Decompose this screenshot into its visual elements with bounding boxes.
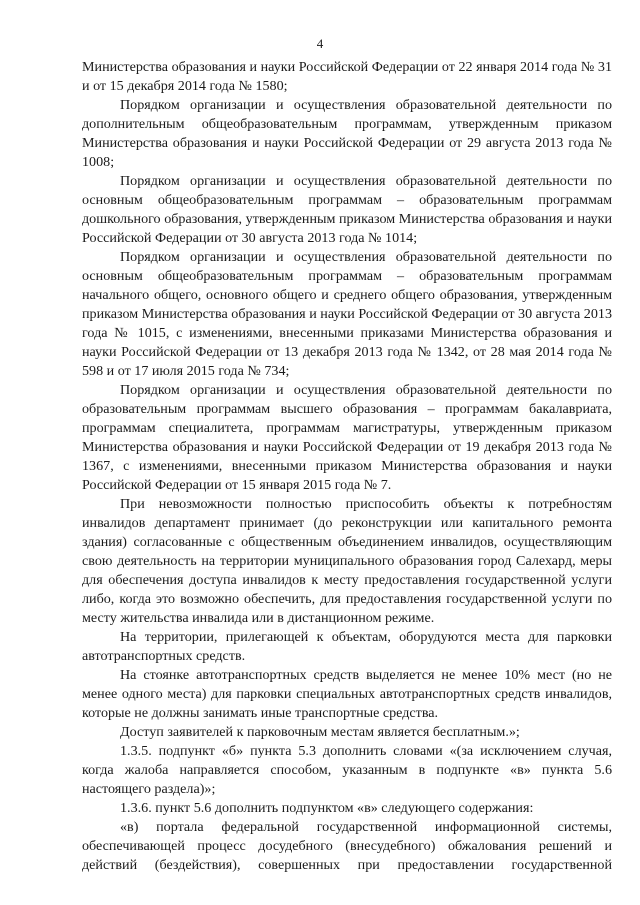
paragraph-item-1-3-6: 1.3.6. пункт 5.6 дополнить подпунктом «в» следующего содержания: — [120, 800, 534, 816]
paragraph-item-1-3-5: 1.3.5. подпункт «б» пункта 5.3 дополнить словами «(за исключением случая, когда жалоба направляется способом, указанным в подпункте «в» пункта 5.6 настоящего раздела)»; — [82, 743, 612, 797]
paragraph-order-preschool: Порядком организации и осуществления образовательной деятельности по основным общеобразовательным программам – образовательным программам дошкольного образования, утвержденным приказом Министерства образования и науки Российской Федерации от 30 августа 2013 года № 1014; — [82, 173, 612, 246]
paragraph-order-higher-education: Порядком организации и осуществления образовательной деятельности по образовательным программам высшего образования – программам бакалавриата, программам специалитета, программам магистратуры, утвержденным приказом Министерства образования и науки Российской Федерации от 19 декабря 2013 года № 1367, с изменениями, внесенными приказом Министерства образования и науки Российской Федерации от 15 января 2015 года № 7. — [82, 382, 612, 493]
paragraph-parking-territory: На территории, прилегающей к объектам, оборудуются места для парковки автотранспортных средств. — [82, 629, 612, 664]
paragraph-order-additional-programs: Порядком организации и осуществления образовательной деятельности по дополнительным общеобразовательным программам, утвержденным приказом Министерства образования и науки Российской Федерации от 29 августа 2013 года № 1008; — [82, 97, 612, 170]
paragraph-continuation: Министерства образования и науки Российской Федерации от 22 января 2014 года № 31 и от 15 декабря 2014 года № 1580; — [82, 59, 612, 94]
paragraph-order-general-education: Порядком организации и осуществления образовательной деятельности по основным общеобразовательным программам – образовательным программам начального общего, основного общего и среднего общего образования, утвержденным приказом Министерства образования и науки Российской Федерации от 30 августа 2013 года № 1015, с изменениями, внесенными приказами Министерства образования и науки Российской Федерации от 13 декабря 2013 года № 1342, от 28 мая 2014 года № 598 и от 17 июля 2015 года № 734; — [82, 249, 612, 379]
paragraph-subitem-v: «в) портала федеральной государственной информационной системы, обеспечивающей процесс досудебного (внесудебного) обжалования решений и действий (бездействия), совершенных при предоставлении государственной — [82, 819, 612, 873]
document-body — [82, 58, 612, 875]
page-number: 4 — [316, 36, 324, 51]
paragraph-parking-free: Доступ заявителей к парковочным местам является бесплатным.»; — [120, 724, 520, 740]
paragraph-disabled-access: При невозможности полностью приспособить объекты к потребностям инвалидов департамент принимает (до реконструкции или капитального ремонта здания) согласованные с общественным объединением инвалидов, осуществляющим свою деятельность на территории муниципального образования город Салехард, меры для обеспечения доступа инвалидов к месту предоставления государственной услуги либо, когда это возможно обеспечить, для предоставления государственной услуги по месту жительства инвалида или в дистанционном режиме. — [82, 496, 612, 626]
paragraph-parking-quota: На стоянке автотранспортных средств выделяется не менее 10% мест (но не менее одного места) для парковки специальных автотранспортных средств инвалидов, которые не должны занимать иные транспортные средства. — [82, 667, 612, 721]
